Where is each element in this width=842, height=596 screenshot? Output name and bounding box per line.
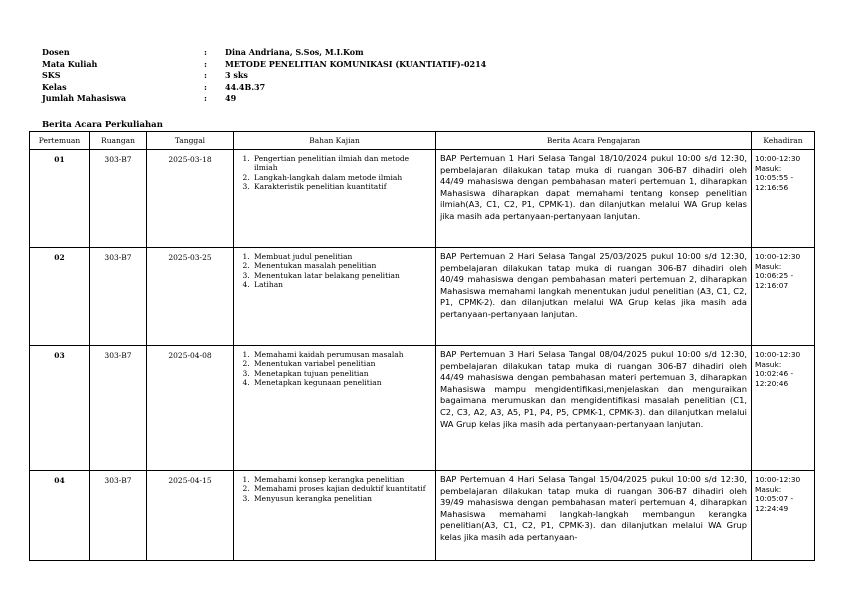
bahan-item: 1. Memahami konsep kerangka penelitian	[252, 475, 433, 484]
bahan-item: 3. Menyusun kerangka penelitian	[252, 494, 433, 503]
table-header-row	[30, 132, 815, 150]
info-value: 3 sks	[225, 70, 248, 80]
section-title: Berita Acara Perkuliahan	[42, 120, 163, 130]
kehadiran-masuk: 10:05:07 -	[755, 494, 794, 504]
cell-pertemuan: 02	[30, 248, 90, 346]
header-tanggal: Tanggal	[147, 132, 234, 150]
table-row	[30, 150, 815, 248]
cell-ruangan: 303-B7	[90, 471, 147, 561]
kehadiran-keluar: 12:16:56	[755, 182, 789, 192]
info-value: METODE PENELITIAN KOMUNIKASI (KUANTIATIF)-0214	[225, 58, 487, 69]
cell-kehadiran	[752, 150, 815, 248]
bahan-item: 4. Latihan	[252, 280, 433, 289]
table-row	[30, 471, 815, 561]
kehadiran-masuk: 10:02:46 -	[755, 369, 794, 379]
info-value: 44.4B.37	[225, 81, 266, 92]
info-label: SKS	[42, 70, 61, 80]
cell-ruangan: 303-B7	[90, 248, 147, 346]
header-ruangan: Ruangan	[90, 132, 147, 150]
bap-table	[29, 131, 815, 561]
cell-kehadiran	[752, 346, 815, 471]
cell-ruangan: 303-B7	[90, 346, 147, 471]
kehadiran-jam: 10:00-12:30	[755, 154, 801, 163]
cell-kehadiran	[752, 248, 815, 346]
info-value: 49	[225, 93, 237, 103]
info-colon: :	[204, 47, 207, 57]
cell-tanggal: 2025-03-18	[147, 150, 234, 248]
cell-bahan-kajian	[234, 248, 436, 346]
bahan-item: 2. Menentukan masalah penelitian	[252, 261, 433, 270]
info-colon: :	[204, 81, 207, 92]
cell-berita-acara: BAP Pertemuan 3 Hari Selasa Tangal 08/04/2025 pukul 10:00 s/d 12:30, pembelajaran dilakukan tatap muka di ruangan 306-B7 dihadiri oleh 44/49 mahasiswa dengan pembahasan materi pertemuan 3, diharapkan Mahasiswa mampu mengidentifikasi,menjelaskan dan menguraikan bagaimana merumuskan dan mengidentifikasi masalah penelitian (C1, C2, C3, A2, A3, A5, P1, P4, P5, CPMK-1, CPMK-3). dan dilanjutkan melalui WA Grup kelas jika masih ada pertanyaan-pertanyaan lanjutan.	[436, 346, 752, 471]
info-label: Dosen	[42, 47, 70, 57]
cell-ruangan: 303-B7	[90, 150, 147, 248]
cell-tanggal: 2025-04-08	[147, 346, 234, 471]
kehadiran-masuk-label: Masuk:	[755, 163, 782, 173]
bahan-item: 1. Membuat judul penelitian	[252, 252, 433, 261]
cell-pertemuan: 01	[30, 150, 90, 248]
cell-tanggal: 2025-03-25	[147, 248, 234, 346]
table-row	[30, 248, 815, 346]
cell-bahan-kajian	[234, 346, 436, 471]
kehadiran-masuk-label: Masuk:	[755, 484, 782, 494]
bahan-item: 3. Menetapkan tujuan penelitian	[252, 369, 433, 378]
cell-berita-acara: BAP Pertemuan 1 Hari Selasa Tangal 18/10/2024 pukul 10:00 s/d 12:30, pembelajaran dilakukan tatap muka di ruangan 306-B7 dihadiri oleh 44/49 mahasiswa dengan pembahasan materi pertemuan 1, diharapkan Mahasiswa diharapkan dapat memahami tentang konsep penelitian ilmiah(A3, C1, C2, P1, CPMK-1). dan dilanjutkan melalui WA Grup kelas jika masih ada pertanyaan-pertanyaan lanjutan.	[436, 150, 752, 248]
cell-bahan-kajian	[234, 150, 436, 248]
cell-kehadiran	[752, 471, 815, 561]
info-colon: :	[204, 70, 207, 80]
header-berita-acara: Berita Acara Pengajaran	[436, 132, 752, 150]
header-bahan-kajian: Bahan Kajian	[234, 132, 436, 150]
table-row	[30, 346, 815, 471]
cell-bahan-kajian	[234, 471, 436, 561]
cell-berita-acara: BAP Pertemuan 2 Hari Selasa Tangal 25/03/2025 pukul 10:00 s/d 12:30, pembelajaran dilakukan tatap muka di ruangan 306-B7 dihadiri oleh 40/49 mahasiswa dengan pembahasan materi pertemuan 2, diharapkan Mahasiswa memahami langkah menentukan judul penelitian (A3, C1, C2, P1, CPMK-2). dan dilanjutkan melalui WA Grup kelas jika masih ada pertanyaan-pertanyaan lanjutan.	[436, 248, 752, 346]
info-value: Dina Andriana, S.Sos, M.I.Kom	[225, 47, 364, 57]
cell-pertemuan: 03	[30, 346, 90, 471]
bahan-list	[238, 475, 433, 503]
bahan-item: 2. Memahami proses kajian deduktif kuantitatif	[252, 484, 433, 493]
bahan-list	[238, 350, 433, 387]
kehadiran-jam: 10:00-12:30	[755, 475, 801, 484]
kehadiran-jam: 10:00-12:30	[755, 350, 801, 359]
kehadiran-keluar: 12:24:49	[755, 503, 789, 513]
bahan-item: 2. Langkah-langkah dalam metode ilmiah	[252, 173, 433, 182]
kehadiran-masuk: 10:06:25 -	[755, 271, 794, 281]
kehadiran-keluar: 12:20:46	[755, 378, 789, 388]
bahan-list	[238, 252, 433, 289]
cell-pertemuan: 04	[30, 471, 90, 561]
cell-tanggal: 2025-04-15	[147, 471, 234, 561]
bahan-item: 3. Menentukan latar belakang penelitian	[252, 271, 433, 280]
bahan-list	[238, 154, 433, 191]
kehadiran-jam: 10:00-12:30	[755, 252, 801, 261]
bahan-item: 2. Menentukan variabel penelitian	[252, 359, 433, 368]
bahan-item: 1. Memahami kaidah perumusan masalah	[252, 350, 433, 359]
info-colon: :	[204, 58, 207, 69]
kehadiran-masuk-label: Masuk:	[755, 359, 782, 369]
kehadiran-masuk-label: Masuk:	[755, 261, 782, 271]
bahan-item: 1. Pengertian penelitian ilmiah dan metode ilmiah	[252, 154, 433, 173]
bahan-item: 4. Menetapkan kegunaan penelitian	[252, 378, 433, 387]
kehadiran-masuk: 10:05:55 -	[755, 173, 794, 183]
info-label: Kelas	[42, 81, 67, 92]
bahan-item: 3. Karakteristik penelitian kuantitatif	[252, 182, 433, 191]
kehadiran-keluar: 12:16:07	[755, 280, 789, 290]
cell-berita-acara: BAP Pertemuan 4 Hari Selasa Tangal 15/04/2025 pukul 10:00 s/d 12:30, pembelajaran dilakukan tatap muka di ruangan 306-B7 dihadiri oleh 39/49 mahasiswa dengan pembahasan materi pertemuan 4, diharapkan Mahasiswa memahami langkah-langkah membangun kerangka penelitian(A3, C1, C2, P1, CPMK-3). dan dilanjutkan melalui WA Grup kelas jika masih ada pertanyaan-	[436, 471, 752, 561]
info-label: Jumlah Mahasiswa	[42, 93, 127, 103]
header-pertemuan: Pertemuan	[30, 132, 90, 150]
info-label: Mata Kuliah	[42, 58, 98, 69]
header-kehadiran: Kehadiran	[752, 132, 815, 150]
info-colon: :	[204, 93, 207, 103]
